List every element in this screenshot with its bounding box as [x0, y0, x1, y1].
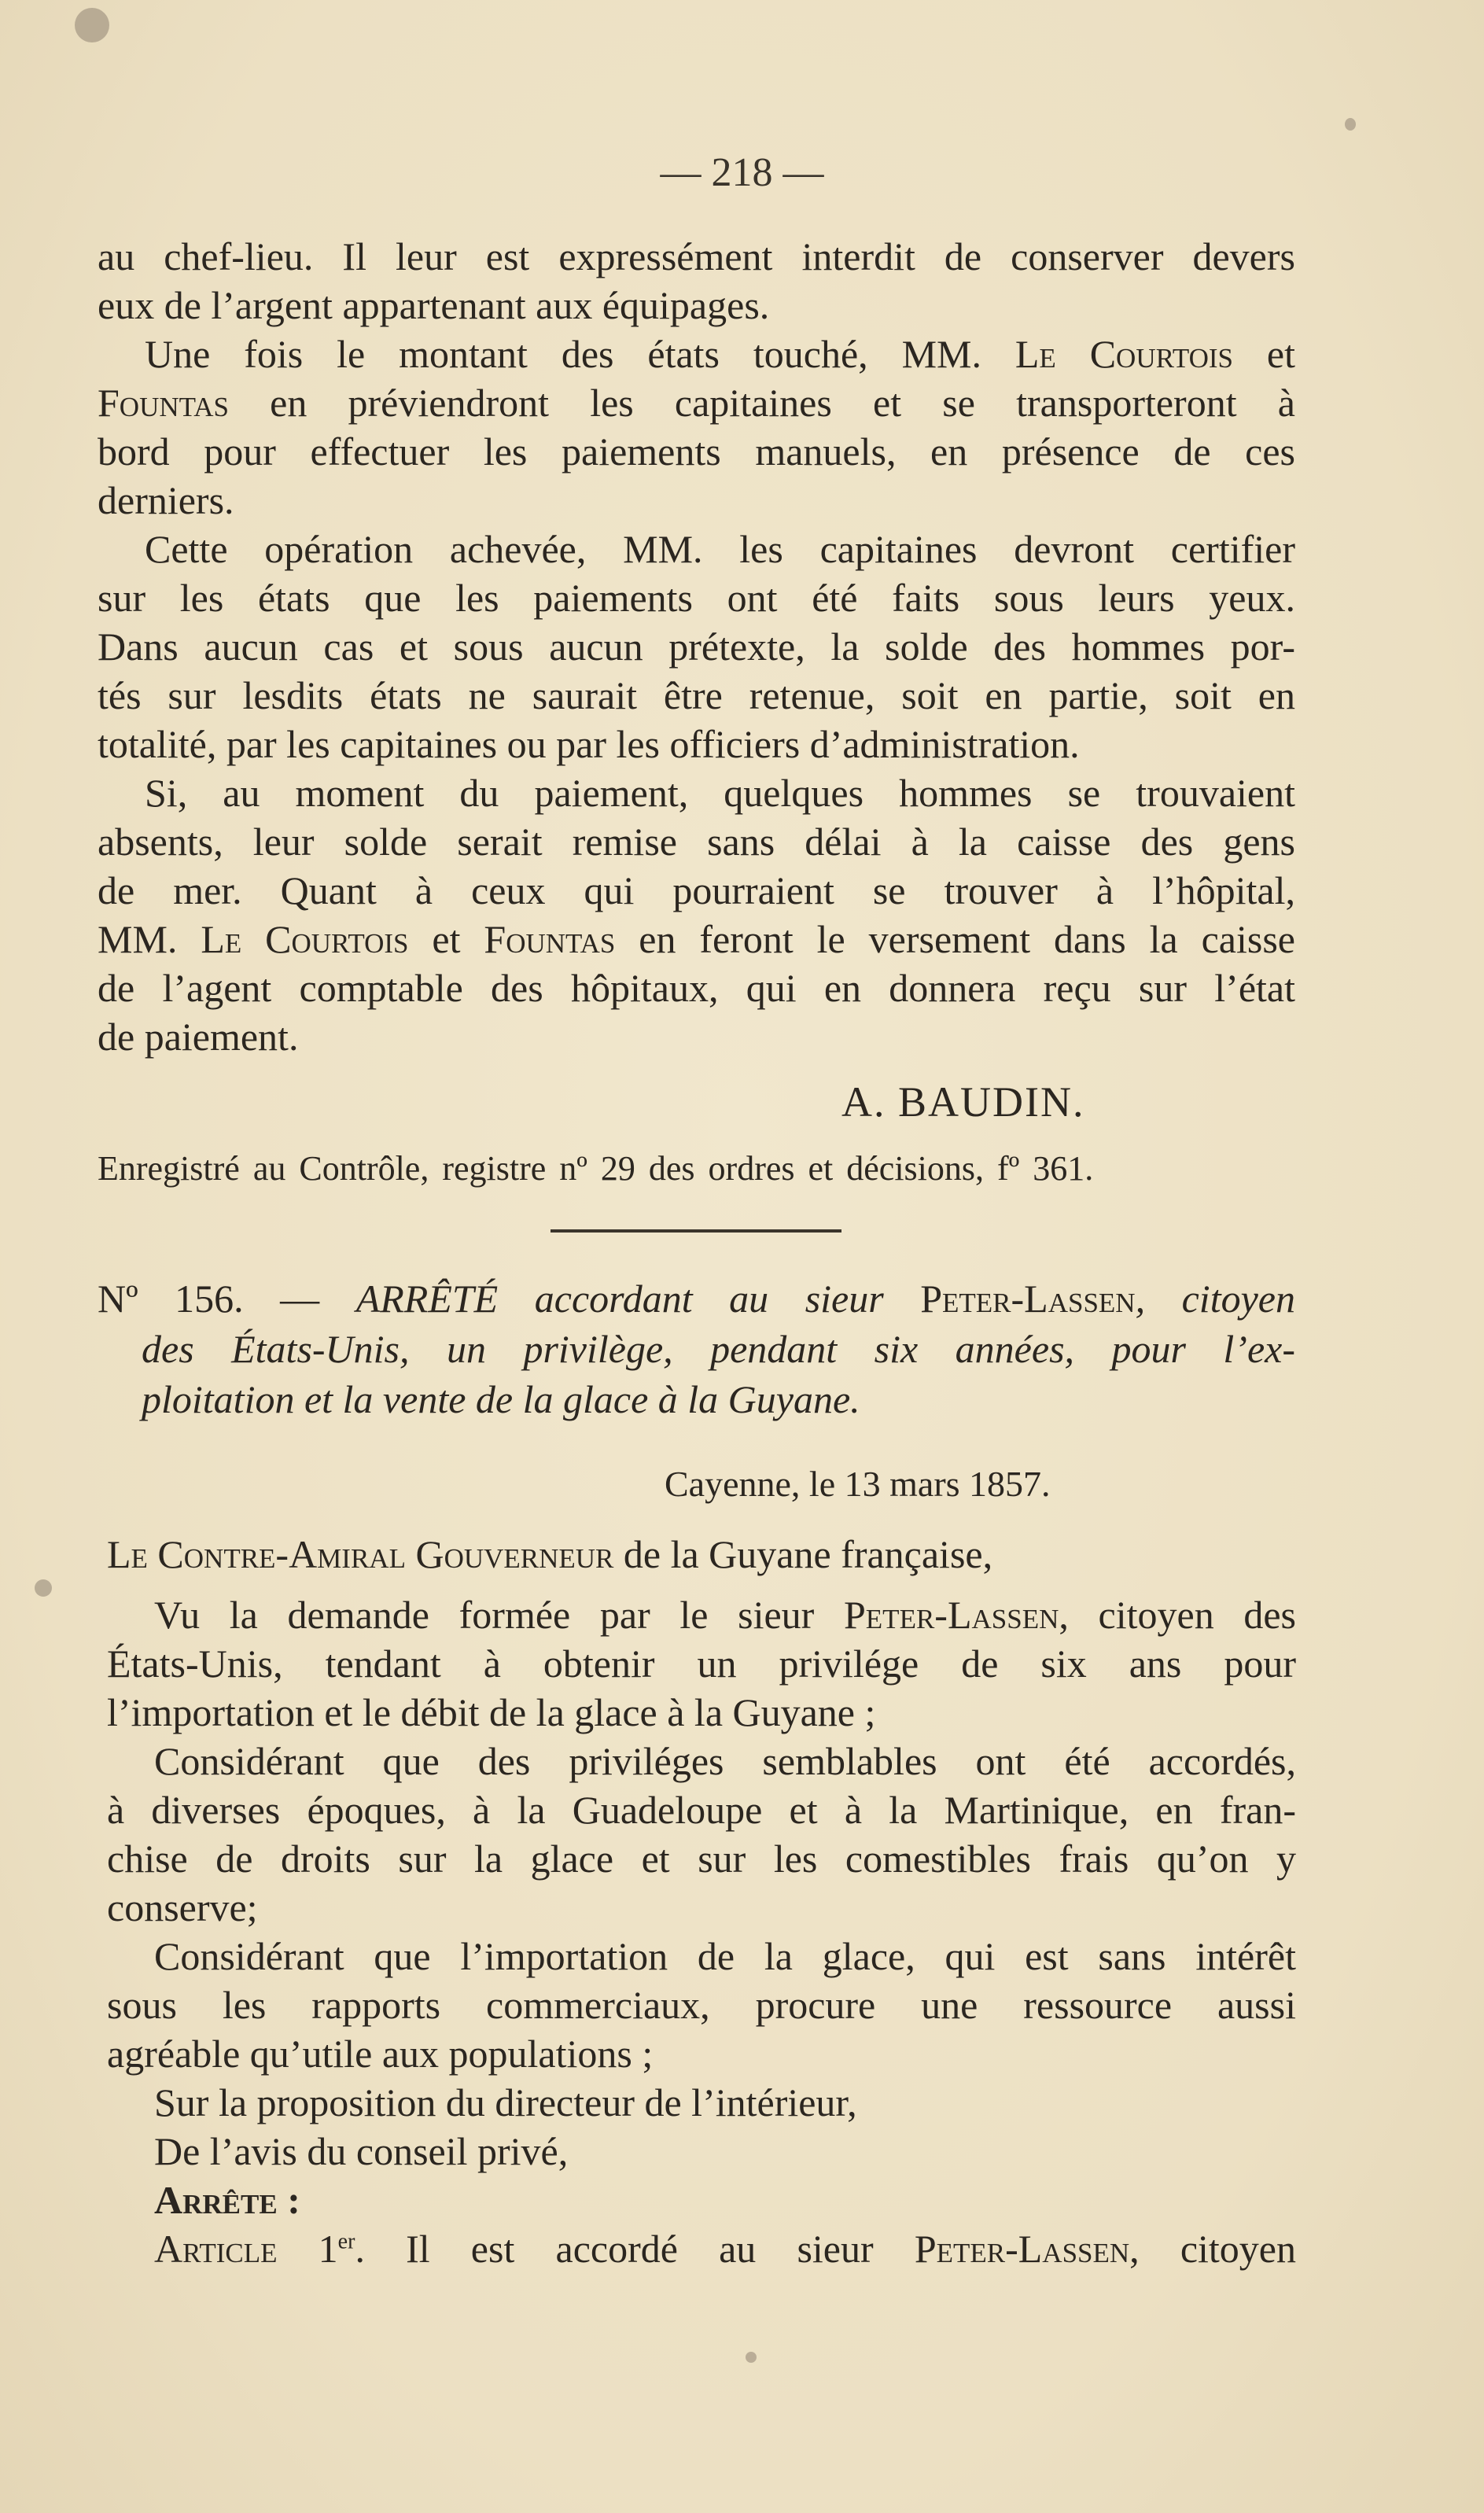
heading-italic: ARRÊTÉ accordant au sieur [355, 1277, 921, 1321]
governor-line [107, 1530, 992, 1579]
text-line: à diverses époques, à la Guadeloupe et à la Martinique, en fran- [107, 1788, 1296, 1832]
text-line: Considérant que des priviléges semblables ont été accordés, [154, 1739, 1296, 1783]
text-line: agréable qu’utile aux populations ; [107, 2032, 654, 2076]
section-divider [551, 1229, 841, 1233]
name-small-caps: Fountas [98, 381, 229, 425]
name-small-caps: Fountas [484, 917, 616, 961]
text-line: conserve; [107, 1885, 258, 1929]
text-line: l’importation et le débit de la glace à la Guyane ; [107, 1690, 876, 1734]
arrete-heading-line [98, 1274, 1295, 1323]
article-line [107, 2224, 1296, 2273]
text-line [98, 330, 1295, 378]
text-span: . Il est accordé au sieur [355, 2227, 915, 2271]
registration-note: Enregistré au Contrôle, registre nº 29 des ordres et décisions, fº 361. [98, 1149, 1094, 1188]
text-span: , citoyen des [1059, 1593, 1297, 1637]
governor-title: Le Contre-Amiral Gouverneur [107, 1532, 614, 1576]
text-line [107, 1590, 1296, 1639]
article-number: 1 [277, 2227, 338, 2271]
arrete-label: Arrête : [154, 2178, 300, 2222]
text-line: totalité, par les capitaines ou par les officiers d’administration. [98, 722, 1080, 766]
text-line: de l’agent comptable des hôpitaux, qui en donnera reçu sur l’état [98, 966, 1295, 1010]
text-span: en préviendront les capitaines et se transporteront à [228, 381, 1295, 425]
heading-italic: , citoyen [1135, 1277, 1295, 1321]
text-span: Une fois le montant des états touché, MM. [145, 332, 1015, 376]
foxing-spot [746, 2352, 757, 2363]
text-line: sur les états que les paiements ont été faits sous leurs yeux. [98, 576, 1295, 620]
text-line: Dans aucun cas et sous aucun prétexte, la solde des hommes por- [98, 625, 1295, 669]
arrete-number: Nº 156. — [98, 1277, 356, 1321]
text-line: Sur la proposition du directeur de l’intérieur, [154, 2080, 857, 2124]
text-line: De l’avis du conseil privé, [154, 2129, 569, 2173]
text-line: sous les rapports commerciaux, procure une ressource aussi [107, 1983, 1296, 2027]
text-line: Cette opération achevée, MM. les capitaines devront certifier [145, 527, 1295, 571]
text-span: et [1233, 332, 1295, 376]
arrete-heading-line: ploitation et la vente de la glace à la Guyane. [142, 1377, 860, 1421]
text-line: derniers. [98, 478, 234, 522]
text-span: de la Guyane française, [613, 1532, 993, 1576]
text-line: de mer. Quant à ceux qui pourraient se trouver à l’hôpital, [98, 868, 1295, 912]
text-span: MM. [98, 917, 201, 961]
foxing-spot [35, 1579, 52, 1597]
text-line: bord pour effectuer les paiements manuels, en présence de ces [98, 429, 1295, 473]
text-line [98, 378, 1295, 427]
text-line: Considérant que l’importation de la glace, qui est sans intérêt [154, 1934, 1296, 1978]
text-span: et [408, 917, 484, 961]
article-label: Article [154, 2227, 278, 2271]
name-small-caps: Peter-Lassen [914, 2227, 1130, 2271]
name-small-caps: Peter-Lassen [844, 1593, 1059, 1637]
foxing-spot [75, 8, 109, 42]
text-line: États-Unis, tendant à obtenir un privilége de six ans pour [107, 1642, 1296, 1686]
name-small-caps: Le Courtois [1014, 332, 1233, 376]
text-line: de paiement. [98, 1015, 299, 1059]
text-line: au chef-lieu. Il leur est expressément interdit de conserver devers [98, 234, 1295, 278]
arrete-heading-line: des États-Unis, un privilège, pendant six années, pour l’ex- [142, 1327, 1295, 1371]
signature: A. BAUDIN. [841, 1078, 1085, 1126]
text-line: chise de droits sur la glace et sur les comestibles frais qu’on y [107, 1837, 1296, 1881]
text-line: absents, leur solde serait remise sans délai à la caisse des gens [98, 820, 1295, 864]
dateline: Cayenne, le 13 mars 1857. [665, 1464, 1051, 1504]
text-line: tés sur lesdits états ne saurait être retenue, soit en partie, soit en [98, 673, 1295, 717]
foxing-spot [1345, 118, 1356, 131]
ordinal-superscript: er [337, 2229, 355, 2254]
text-line [98, 915, 1295, 964]
name-small-caps: Peter-Lassen [920, 1277, 1136, 1321]
text-span: , citoyen [1129, 2227, 1297, 2271]
page-number: — 218 — [660, 150, 824, 195]
text-span: Vu la demande formée par le sieur [154, 1593, 844, 1637]
text-line: Si, au moment du paiement, quelques hommes se trouvaient [145, 771, 1295, 815]
text-span: en feront le versement dans la caisse [615, 917, 1295, 961]
name-small-caps: Le Courtois [201, 917, 409, 961]
text-line: eux de l’argent appartenant aux équipages. [98, 283, 770, 327]
